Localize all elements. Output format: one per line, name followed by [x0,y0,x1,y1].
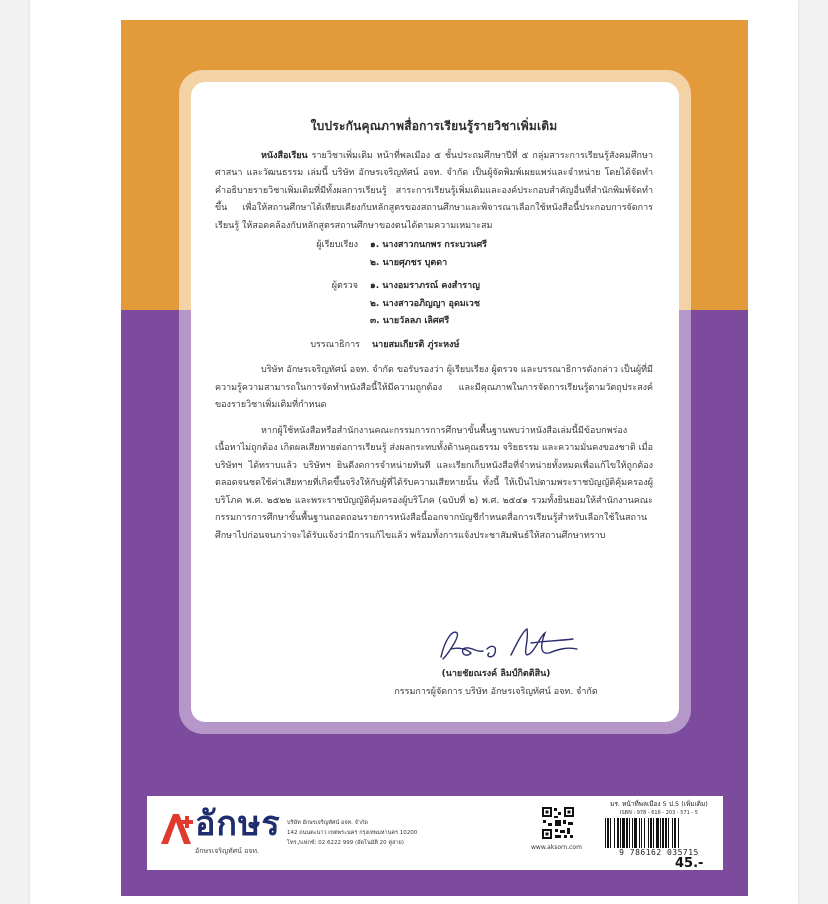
reviewer-name: ๑. นางอมราภรณ์ คงสำราญ [370,281,480,291]
barcode-bar [632,818,633,848]
barcode-bar [668,818,669,848]
quality-certificate [191,82,679,722]
barcode-bar [656,818,659,848]
intro-text: รายวิชาเพิ่มเติม หน้าที่พลเมือง ๕ ชั้นประถมศึกษาปีที่ ๕ กลุ่มสาระการเรียนรู้สังคมศึกษา ศาสนา และวัฒนธรรม เล่มนี้ บริษัท อักษรเจริญทัศน์ อจท. จำกัด เป็นผู้จัดพิมพ์เผยแพร่และจำหน่าย โดยได้จัดทำคำอธิบายรายวิชาเพิ่มเติมที่มีทั้งผลการเรียนรู้ สาระการเรียนรู้เพิ่มเติมและองค์ประกอบสำคัญอื่นที่สำนักพิมพ์จัดทำขึ้น เพื่อให้สถานศึกษาได้เทียบเคียงกับหลักสูตรของสถานศึกษาและพิจารณาเลือกใช้หนังสือนี้ประกอบการจัดการเรียนรู้ ให้สอดคล้องกับหลักสูตรสถานศึกษาของตนได้ตามความเหมาะสม [215,150,653,231]
signature-image [427,619,597,669]
barcode-bar [634,818,637,848]
publisher-info [287,818,417,848]
barcode-bar [678,818,679,848]
aksorn-logo-icon [157,810,195,848]
barcode-bar [629,818,630,848]
barcode-bar [641,818,642,848]
book-code-block [599,800,719,818]
barcode [603,818,715,848]
book-code: มร. หน้าที่พลเมือง 5 ป.5 (เพิ่มเติม) [610,800,708,808]
certification-paragraph: บริษัท อักษรเจริญทัศน์ อจท. จำกัด ขอรับรองว่า ผู้เรียบเรียง ผู้ตรวจ และบรรณาธิการดังกล่าว เป็นผู้ที่มีความรู้ความสามารถในการจัดทำหนังสือนี้ให้มีความถูกต้อง และมีคุณภาพในการจัดการเรียนรู้ตามวัตถุประสงค์ของรายวิชาเพิ่มเติมที่กำหนด [215,365,653,410]
barcode-number: 9 786162 035715 [619,848,699,857]
signer-name: (นายชัยณรงค์ ลิมป์กิตติสิน) [441,669,551,679]
authors-row [215,237,653,272]
barcode-bar [639,818,640,848]
barcode-bar [648,818,649,848]
reviewers-row [215,278,653,331]
page-sheet [30,0,798,904]
barcode-bar [653,818,654,848]
authors-block [215,237,653,354]
barcode-bar [662,818,664,848]
book-back-cover [121,20,748,896]
barcode-bar [620,818,621,848]
qr-code [541,806,575,840]
intro-bold: หนังสือเรียน [261,150,308,161]
barcode-bar [610,818,611,848]
publisher-footer [147,796,723,870]
barcode-bar [650,818,652,848]
barcode-bar [665,818,667,848]
logo-subtitle: อักษรเจริญทัศน์ อจท. [195,847,260,855]
liability-paragraph: หากผู้ใช้หนังสือหรือสำนักงานคณะกรรมการการศึกษาขั้นพื้นฐานพบว่าหนังสือเล่มนี้มีข้อบกพร่อง เนื้อหาไม่ถูกต้อง เกิดผลเสียหายต่อการเรียนรู้ ส่งผลกระทบทั้งด้านคุณธรรม จริยธรรม และความมั่นคงของชาติ เมื่อบริษัทฯ ได้ทราบแล้ว บริษัทฯ ยินดีงดการจำหน่ายทันที และเรียกเก็บหนังสือที่จำหน่ายทั้งหมดเพื่อแก้ไขให้ถูกต้อง ตลอดจนชดใช้ค่าเสียหายที่เกิดขึ้นจริงให้กับผู้ที่ได้รับความเสียหายนั้น ทั้งนี้ ให้เป็นไปตามพระราชบัญญัติคุ้มครองผู้บริโภค พ.ศ. ๒๕๒๒ และพระราชบัญญัติคุ้มครองผู้บริโภค (ฉบับที่ ๒) พ.ศ. ๒๕๔๑ รวมทั้งยินยอมให้สำนักงานคณะกรรมการการศึกษาขั้นพื้นฐานถอดถอนรายการหนังสือนี้ออกจากบัญชีกำหนดสื่อการเรียนรู้สำหรับเลือกใช้ในสถานศึกษาไปก่อนจนกว่าจะได้รับแจ้งว่ามีการแก้ไขแล้ว พร้อมทั้งการแจ้งประชาสัมพันธ์ให้สถานศึกษาทราบ [215,425,653,541]
publisher-address: 142 ถนนตะนาว เขตพระนคร กรุงเทพมหานคร 10200 [287,830,418,836]
barcode-bar [614,818,615,848]
barcode-bar [672,818,673,848]
signer-title: กรรมการผู้จัดการ บริษัท อักษรเจริญทัศน์ อจท. จำกัด [394,687,598,697]
editor-label: บรรณาธิการ [310,339,360,350]
publisher-name: บริษัท อักษรเจริญทัศน์ อจท. จำกัด [287,820,368,826]
barcode-bar [660,818,661,848]
barcode-bar [617,818,619,848]
price: 45.- [675,856,704,871]
editor-row [215,337,653,355]
certificate-intro [215,148,653,236]
barcode-bar [626,818,628,848]
barcode-bar [622,818,625,848]
barcode-bar [607,818,609,848]
author-name: ๒. นายศุภชร บุตดา [370,257,448,268]
barcode-bar [605,818,606,848]
website-url: www.aksorn.com [531,844,582,851]
authors-label: ผู้เรียบเรียง [316,240,358,250]
editor-name: นายสมเกียรติ ภู่ระหงษ์ [372,339,460,350]
certificate-title: ใบประกันคุณภาพสื่อการเรียนรู้รายวิชาเพิ่มเติม [310,119,558,133]
reviewers-label: ผู้ตรวจ [331,281,358,291]
logo-wordmark: อักษร [195,804,281,844]
barcode-bar [674,818,676,848]
reviewer-name: ๒. นางสาวอภิญญา อุดมเวช [370,298,480,309]
author-name: ๑. นางสาวกนกพร กระบวนศรี [370,240,487,250]
barcode-bar [644,818,645,848]
authors-list [370,237,487,272]
isbn-text: ISBN : 978 - 616 - 203 - 571 - 5 [620,810,698,816]
publisher-phone: โทร./แฟกซ์: 02 6222 999 (อัตโนมัติ 20 คู่สาย) [287,840,404,846]
reviewer-name: ๓. นายวัลลภ เลิศศรี [370,316,450,326]
reviewers-list [370,278,480,331]
